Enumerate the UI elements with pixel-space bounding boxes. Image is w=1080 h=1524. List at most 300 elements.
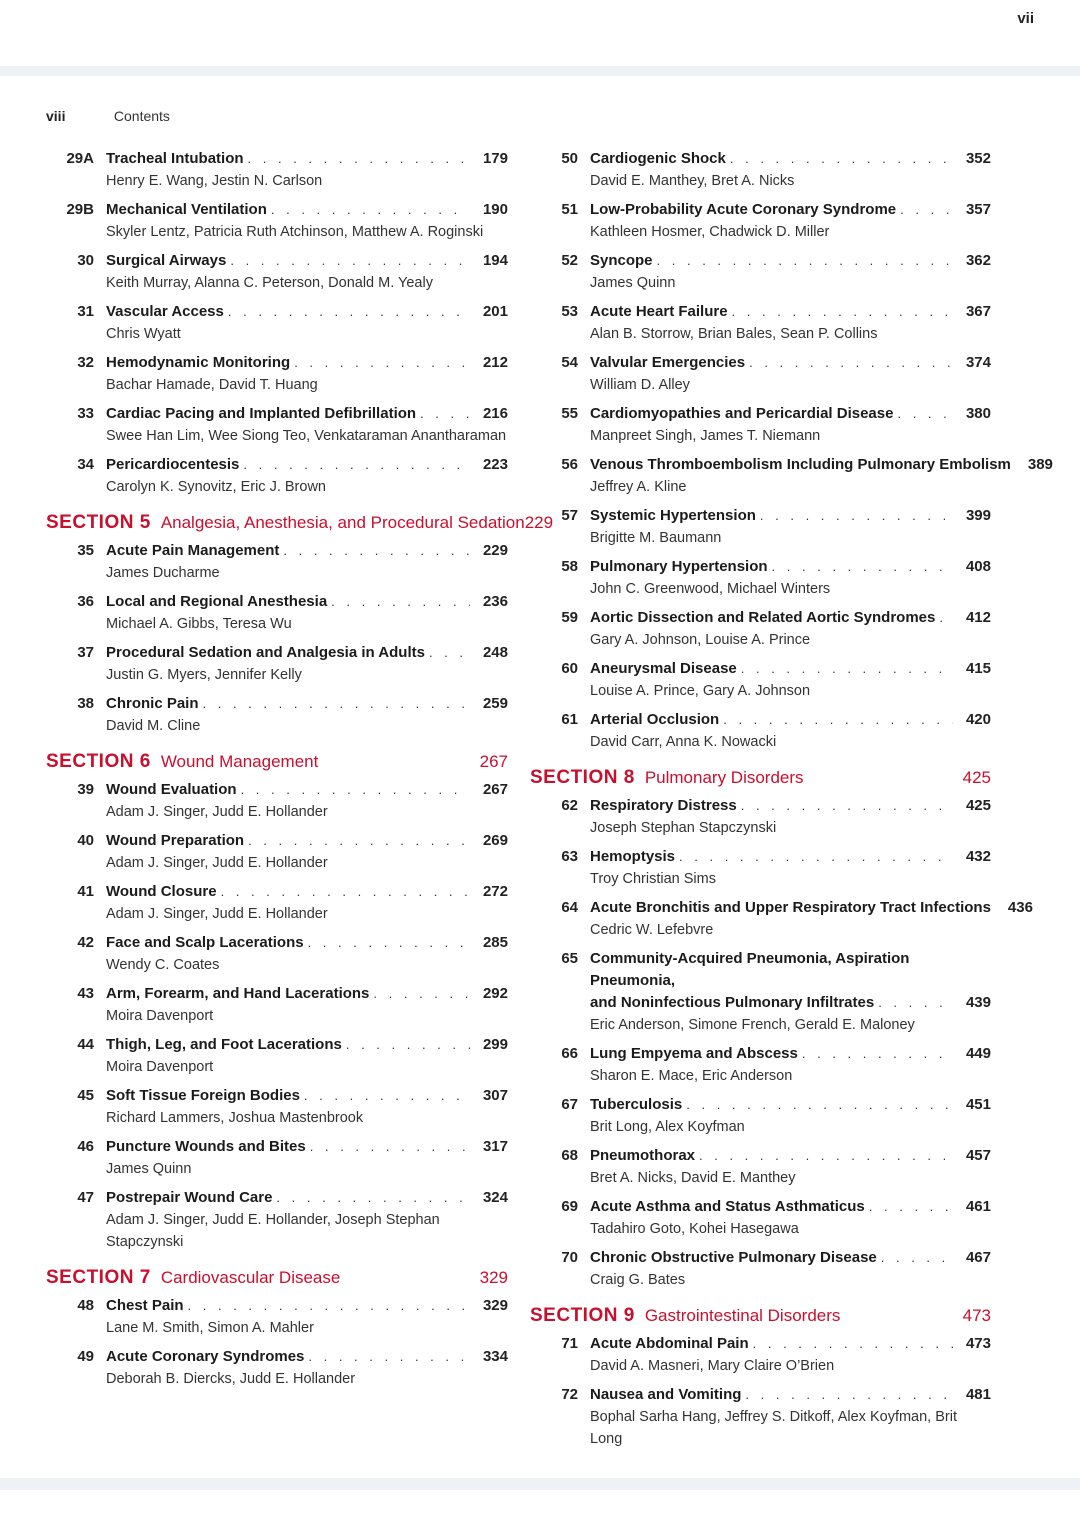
toc-entry[interactable] — [46, 1136, 508, 1180]
title-line — [106, 301, 508, 323]
chapter-authors: Lane M. Smith, Simon A. Mahler — [106, 1320, 314, 1336]
chapter-title: Postrepair Wound Care — [106, 1189, 273, 1206]
chapter-title: Community-Acquired Pneumonia, Aspiration Pneumonia, — [590, 950, 910, 989]
chapter-authors: Chris Wyatt — [106, 326, 181, 342]
chapter-authors: Cedric W. Lefebvre — [590, 922, 714, 938]
chapter-title: Nausea and Vomiting — [590, 1386, 742, 1403]
title-line — [106, 1085, 508, 1107]
page-number: 457 — [965, 1147, 991, 1164]
toc-entry[interactable] — [530, 846, 991, 890]
title-line — [106, 1346, 508, 1368]
page-number: 467 — [965, 1249, 991, 1266]
chapter-authors: James Quinn — [590, 275, 676, 291]
entry-body — [94, 1085, 508, 1129]
chapter-authors: Bret A. Nicks, David E. Manthey — [590, 1170, 796, 1186]
title-line — [106, 642, 508, 664]
chapter-authors: Moira Davenport — [106, 1059, 214, 1075]
page-number: 436 — [1007, 899, 1033, 916]
entry-body — [94, 454, 508, 498]
entry-body — [578, 846, 991, 890]
entry-body — [94, 983, 508, 1027]
toc-entry[interactable] — [530, 1094, 991, 1138]
chapter-title: Local and Regional Anesthesia — [106, 593, 328, 610]
dot-leader — [679, 846, 953, 868]
toc-entry[interactable] — [46, 779, 508, 823]
dot-leader — [881, 1247, 953, 1269]
page-number: 223 — [482, 456, 508, 473]
chapter-title: Valvular Emergencies — [590, 354, 746, 371]
page-number: 285 — [482, 934, 508, 951]
title-line — [590, 709, 991, 731]
header-title: Contents — [113, 108, 170, 124]
dot-leader — [248, 830, 470, 852]
dot-leader — [686, 1094, 953, 1116]
entry-body — [94, 148, 508, 192]
chapter-title: Respiratory Distress — [590, 797, 737, 814]
entry-body — [578, 454, 1053, 498]
toc-entry[interactable] — [530, 148, 991, 192]
toc-entry[interactable] — [530, 1043, 991, 1087]
chapter-authors: Adam J. Singer, Judd E. Hollander — [106, 906, 328, 922]
chapter-number: 58 — [561, 558, 578, 575]
chapter-number: 62 — [561, 797, 578, 814]
chapter-number: 69 — [561, 1198, 578, 1215]
chapter-authors: Tadahiro Goto, Kohei Hasegawa — [590, 1221, 799, 1237]
section-heading-7: SECTION 7 Cardiovascular Disease 329 — [46, 1267, 508, 1288]
chapter-number: 52 — [561, 252, 578, 269]
chapter-number: 38 — [77, 695, 94, 712]
entry-body — [94, 352, 508, 396]
dot-leader — [749, 352, 953, 374]
chapter-number: 46 — [77, 1138, 94, 1155]
chapter-number: 65 — [561, 950, 578, 967]
dot-leader — [741, 795, 953, 817]
chapter-title: Systemic Hypertension — [590, 507, 756, 524]
page-separator-top — [0, 66, 1080, 76]
entry-body — [578, 795, 991, 839]
entry-body — [578, 1384, 991, 1450]
title-line — [590, 352, 991, 374]
title-line — [106, 250, 508, 272]
toc-entry[interactable] — [46, 1034, 508, 1078]
dot-leader — [243, 454, 470, 476]
toc-entry[interactable] — [530, 1145, 991, 1189]
entry-body — [578, 658, 991, 702]
chapter-number: 51 — [561, 201, 578, 218]
dot-leader — [308, 932, 470, 954]
toc-entry[interactable] — [46, 403, 508, 447]
toc-entry[interactable] — [530, 1384, 991, 1450]
dot-leader — [304, 1085, 470, 1107]
page-number: 267 — [482, 781, 508, 798]
entry-body — [94, 403, 508, 447]
toc-entry[interactable] — [530, 948, 991, 1036]
toc-entry[interactable] — [46, 454, 508, 498]
entry-body — [94, 1346, 508, 1390]
chapter-authors: Swee Han Lim, Wee Siong Teo, Venkataraman Anantharaman — [106, 428, 507, 444]
chapter-title: Pneumothorax — [590, 1147, 696, 1164]
toc-entry[interactable] — [530, 352, 991, 396]
entry-body — [94, 693, 508, 737]
chapter-number: 53 — [561, 303, 578, 320]
chapter-title: Wound Preparation — [106, 832, 245, 849]
chapter-number: 60 — [561, 660, 578, 677]
page-number: 179 — [482, 150, 508, 167]
title-line — [106, 693, 508, 715]
title-line — [106, 1034, 508, 1056]
title-line — [106, 591, 508, 613]
title-line — [590, 403, 991, 425]
title-line — [106, 1187, 508, 1209]
chapter-authors: Gary A. Johnson, Louise A. Prince — [590, 632, 811, 648]
entry-body — [578, 897, 1033, 941]
toc-entry[interactable] — [46, 591, 508, 635]
title-line — [106, 352, 508, 374]
chapter-title: Tracheal Intubation — [106, 150, 244, 167]
chapter-number: 57 — [561, 507, 578, 524]
title-line — [106, 881, 508, 903]
dot-leader — [760, 505, 953, 527]
title-line — [590, 1094, 991, 1116]
page-number: 292 — [482, 985, 508, 1002]
toc-entry[interactable] — [530, 1247, 991, 1291]
entry-body — [94, 1187, 508, 1253]
chapter-number: 33 — [77, 405, 94, 422]
chapter-authors: William D. Alley — [590, 377, 690, 393]
chapter-title: Acute Asthma and Status Asthmaticus — [590, 1198, 865, 1215]
entry-body — [94, 1136, 508, 1180]
chapter-title: Vascular Access — [106, 303, 224, 320]
toc-entry[interactable] — [46, 148, 508, 192]
toc-entry[interactable] — [46, 540, 508, 584]
chapter-authors: James Quinn — [106, 1161, 192, 1177]
title-line — [590, 1043, 991, 1065]
entry-body — [94, 1295, 508, 1339]
page-number: 389 — [1027, 456, 1053, 473]
dot-leader — [745, 1384, 953, 1406]
chapter-authors: Eric Anderson, Simone French, Gerald E. Maloney — [590, 1017, 915, 1033]
toc-entry[interactable] — [46, 250, 508, 294]
chapter-authors: Richard Lammers, Joshua Mastenbrook — [106, 1110, 364, 1126]
header-page-number: viii — [46, 108, 66, 124]
chapter-authors: Craig G. Bates — [590, 1272, 686, 1288]
group-left-top — [46, 148, 508, 498]
toc-entry[interactable] — [530, 709, 991, 753]
chapter-title: Pericardiocentesis — [106, 456, 240, 473]
toc-entry[interactable] — [530, 301, 991, 345]
chapter-authors: Justin G. Myers, Jennifer Kelly — [106, 667, 302, 683]
chapter-title: Lung Empyema and Abscess — [590, 1045, 798, 1062]
page-number: 399 — [965, 507, 991, 524]
chapter-number: 49 — [77, 1348, 94, 1365]
chapter-title: Acute Bronchitis and Upper Respiratory Tract Infections — [590, 899, 991, 916]
dot-leader — [276, 1187, 470, 1209]
toc-entry[interactable] — [46, 642, 508, 686]
entry-body — [94, 250, 508, 294]
chapter-title: Syncope — [590, 252, 653, 269]
entry-body — [578, 1247, 991, 1291]
title-line — [590, 1384, 991, 1406]
page-number-top: vii — [1017, 10, 1034, 27]
title-line — [106, 403, 508, 425]
chapter-authors: Adam J. Singer, Judd E. Hollander — [106, 855, 328, 871]
entry-body — [94, 301, 508, 345]
toc-entry[interactable] — [46, 352, 508, 396]
toc-entry[interactable] — [530, 795, 991, 839]
entry-body — [578, 1145, 991, 1189]
title-line — [106, 779, 508, 801]
page-number: 461 — [965, 1198, 991, 1215]
title-line — [590, 1247, 991, 1269]
dot-leader — [283, 540, 470, 562]
toc-entry[interactable] — [530, 250, 991, 294]
chapter-title: Chronic Obstructive Pulmonary Disease — [590, 1249, 877, 1266]
chapter-authors: Michael A. Gibbs, Teresa Wu — [106, 616, 292, 632]
title-line — [590, 250, 991, 272]
chapter-title: Hemoptysis — [590, 848, 676, 865]
chapter-title: Face and Scalp Lacerations — [106, 934, 304, 951]
chapter-title: and Noninfectious Pulmonary Infiltrates — [590, 994, 875, 1011]
chapter-number: 63 — [561, 848, 578, 865]
page-number: 357 — [965, 201, 991, 218]
page-number: 194 — [482, 252, 508, 269]
title-line — [106, 983, 508, 1005]
chapter-title: Aortic Dissection and Related Aortic Syndromes — [590, 609, 936, 626]
dot-leader — [900, 199, 953, 221]
group-section-6 — [46, 779, 508, 1253]
entry-body — [578, 352, 991, 396]
dot-leader — [802, 1043, 953, 1065]
section-heading-9: SECTION 9 Gastrointestinal Disorders 473 — [530, 1305, 991, 1326]
page-number: 415 — [965, 660, 991, 677]
chapter-authors: Deborah B. Diercks, Judd E. Hollander — [106, 1371, 356, 1387]
entry-body — [94, 830, 508, 874]
toc-entry[interactable] — [530, 1196, 991, 1240]
chapter-number: 48 — [77, 1297, 94, 1314]
chapter-number: 55 — [561, 405, 578, 422]
title-line — [590, 301, 991, 323]
title-line — [106, 932, 508, 954]
dot-leader — [657, 250, 953, 272]
toc-entry[interactable] — [530, 454, 1053, 498]
contents-column-left — [46, 148, 554, 1397]
toc-entry[interactable] — [530, 658, 991, 702]
chapter-authors: Jeffrey A. Kline — [590, 479, 687, 495]
chapter-authors: Henry E. Wang, Jestin N. Carlson — [106, 173, 323, 189]
page-number: 229 — [482, 542, 508, 559]
toc-entry[interactable] — [530, 505, 991, 549]
chapter-title: Acute Pain Management — [106, 542, 280, 559]
chapter-title: Chronic Pain — [106, 695, 199, 712]
chapter-authors: Louise A. Prince, Gary A. Johnson — [590, 683, 811, 699]
chapter-number: 30 — [77, 252, 94, 269]
title-line — [590, 795, 991, 817]
section-heading-8: SECTION 8 Pulmonary Disorders 425 — [530, 767, 991, 788]
page-number: 324 — [482, 1189, 508, 1206]
dot-leader — [753, 1333, 953, 1355]
entry-body — [94, 591, 508, 635]
page-number: 216 — [482, 405, 508, 422]
toc-entry[interactable] — [46, 693, 508, 737]
chapter-number: 59 — [561, 609, 578, 626]
toc-entry[interactable] — [530, 1333, 991, 1377]
toc-entry[interactable] — [530, 556, 991, 600]
chapter-authors: Bophal Sarha Hang, Jeffrey S. Ditkoff, Alex Koyfman, Brit Long — [590, 1409, 957, 1447]
entry-body — [578, 250, 991, 294]
toc-entry[interactable] — [46, 301, 508, 345]
toc-entry[interactable] — [46, 983, 508, 1027]
group-right-top — [530, 148, 1053, 753]
entry-body — [94, 779, 508, 823]
chapter-number: 68 — [561, 1147, 578, 1164]
chapter-authors: John C. Greenwood, Michael Winters — [590, 581, 831, 597]
chapter-number: 43 — [77, 985, 94, 1002]
dot-leader — [346, 1034, 470, 1056]
title-line — [590, 148, 991, 170]
page-number: 299 — [482, 1036, 508, 1053]
chapter-authors: Brit Long, Alex Koyfman — [590, 1119, 745, 1135]
toc-entry[interactable] — [46, 881, 508, 925]
chapter-title: Hemodynamic Monitoring — [106, 354, 291, 371]
entry-body — [578, 403, 991, 447]
entry-body — [578, 709, 991, 753]
entry-body — [578, 948, 991, 1036]
chapter-authors: Alan B. Storrow, Brian Bales, Sean P. Collins — [590, 326, 878, 342]
dot-leader — [730, 148, 953, 170]
title-line — [106, 199, 508, 221]
page-number: 420 — [965, 711, 991, 728]
top-margin — [0, 0, 1080, 66]
dot-leader — [732, 301, 953, 323]
toc-entry[interactable] — [46, 199, 508, 243]
chapter-number: 36 — [77, 593, 94, 610]
dot-leader — [331, 591, 470, 613]
dot-leader — [308, 1346, 470, 1368]
page-number: 432 — [965, 848, 991, 865]
chapter-authors: Sharon E. Mace, Eric Anderson — [590, 1068, 793, 1084]
chapter-title: Thigh, Leg, and Foot Lacerations — [106, 1036, 342, 1053]
chapter-number: 34 — [77, 456, 94, 473]
title-line — [590, 1333, 991, 1355]
chapter-number: 64 — [561, 899, 578, 916]
title-line — [106, 454, 508, 476]
title-line — [106, 1295, 508, 1317]
title-line — [590, 556, 991, 578]
toc-entry[interactable] — [46, 932, 508, 976]
chapter-title: Chest Pain — [106, 1297, 184, 1314]
title-line — [590, 1145, 991, 1167]
group-section-9 — [530, 1333, 991, 1450]
title-line — [106, 1136, 508, 1158]
dot-leader — [939, 607, 953, 629]
toc-entry[interactable] — [46, 1346, 508, 1390]
chapter-number: 29B — [66, 201, 94, 218]
toc-entry[interactable] — [530, 199, 991, 243]
chapter-title: Pulmonary Hypertension — [590, 558, 768, 575]
page-number: 451 — [965, 1096, 991, 1113]
dot-leader — [741, 658, 953, 680]
chapter-number: 71 — [561, 1335, 578, 1352]
chapter-number: 44 — [77, 1036, 94, 1053]
entry-body — [578, 1196, 991, 1240]
toc-entry[interactable] — [46, 830, 508, 874]
dot-leader — [271, 199, 470, 221]
page-number: 236 — [482, 593, 508, 610]
toc-entry[interactable] — [530, 403, 991, 447]
dot-leader — [373, 983, 470, 1005]
chapter-title: Low-Probability Acute Coronary Syndrome — [590, 201, 897, 218]
page-number: 408 — [965, 558, 991, 575]
dot-leader — [723, 709, 953, 731]
page-number: 481 — [965, 1386, 991, 1403]
section-heading-5: SECTION 5 Analgesia, Anesthesia, and Procedural Sedation 229 — [46, 512, 554, 533]
chapter-title: Tuberculosis — [590, 1096, 683, 1113]
chapter-title: Surgical Airways — [106, 252, 227, 269]
contents-column-right — [530, 148, 1053, 1457]
page-number: 473 — [965, 1335, 991, 1352]
chapter-number: 32 — [77, 354, 94, 371]
page-number: 352 — [965, 150, 991, 167]
chapter-number: 37 — [77, 644, 94, 661]
chapter-number: 39 — [77, 781, 94, 798]
chapter-number: 50 — [561, 150, 578, 167]
chapter-title: Wound Evaluation — [106, 781, 237, 798]
dot-leader — [230, 250, 470, 272]
entry-body — [578, 301, 991, 345]
page-number: 329 — [482, 1297, 508, 1314]
chapter-authors: Manpreet Singh, James T. Niemann — [590, 428, 821, 444]
page-number: 374 — [965, 354, 991, 371]
chapter-title: Arterial Occlusion — [590, 711, 720, 728]
entry-body — [578, 148, 991, 192]
page-number: 201 — [482, 303, 508, 320]
chapter-authors: Keith Murray, Alanna C. Peterson, Donald M. Yealy — [106, 275, 433, 291]
entry-body — [94, 1034, 508, 1078]
page-number: 259 — [482, 695, 508, 712]
chapter-authors: Carolyn K. Synovitz, Eric J. Brown — [106, 479, 326, 495]
title-line — [590, 897, 1033, 919]
entry-body — [578, 505, 991, 549]
toc-entry[interactable] — [530, 897, 1033, 941]
title-line — [590, 846, 991, 868]
chapter-authors: James Ducharme — [106, 565, 220, 581]
page-number: 272 — [482, 883, 508, 900]
toc-entry[interactable] — [46, 1295, 508, 1339]
chapter-number: 67 — [561, 1096, 578, 1113]
page-number: 269 — [482, 832, 508, 849]
chapter-title: Arm, Forearm, and Hand Lacerations — [106, 985, 370, 1002]
chapter-authors: David M. Cline — [106, 718, 201, 734]
dot-leader — [869, 1196, 953, 1218]
entry-body — [578, 1043, 991, 1087]
chapter-authors: Troy Christian Sims — [590, 871, 716, 887]
toc-entry[interactable] — [530, 607, 991, 651]
dot-leader — [420, 403, 470, 425]
title-line — [106, 148, 508, 170]
section-heading-6: SECTION 6 Wound Management 267 — [46, 751, 508, 772]
chapter-authors: Adam J. Singer, Judd E. Hollander, Joseph Stephan Stapczynski — [106, 1212, 440, 1250]
title-line — [590, 607, 991, 629]
group-section-5 — [46, 540, 508, 737]
chapter-number: 31 — [77, 303, 94, 320]
page-number: 334 — [482, 1348, 508, 1365]
toc-entry[interactable] — [46, 1085, 508, 1129]
toc-entry[interactable] — [46, 1187, 508, 1253]
chapter-title: Venous Thromboembolism Including Pulmonary Embolism — [590, 456, 1011, 473]
page-number: 412 — [965, 609, 991, 626]
entry-body — [94, 642, 508, 686]
chapter-number: 29A — [66, 150, 94, 167]
